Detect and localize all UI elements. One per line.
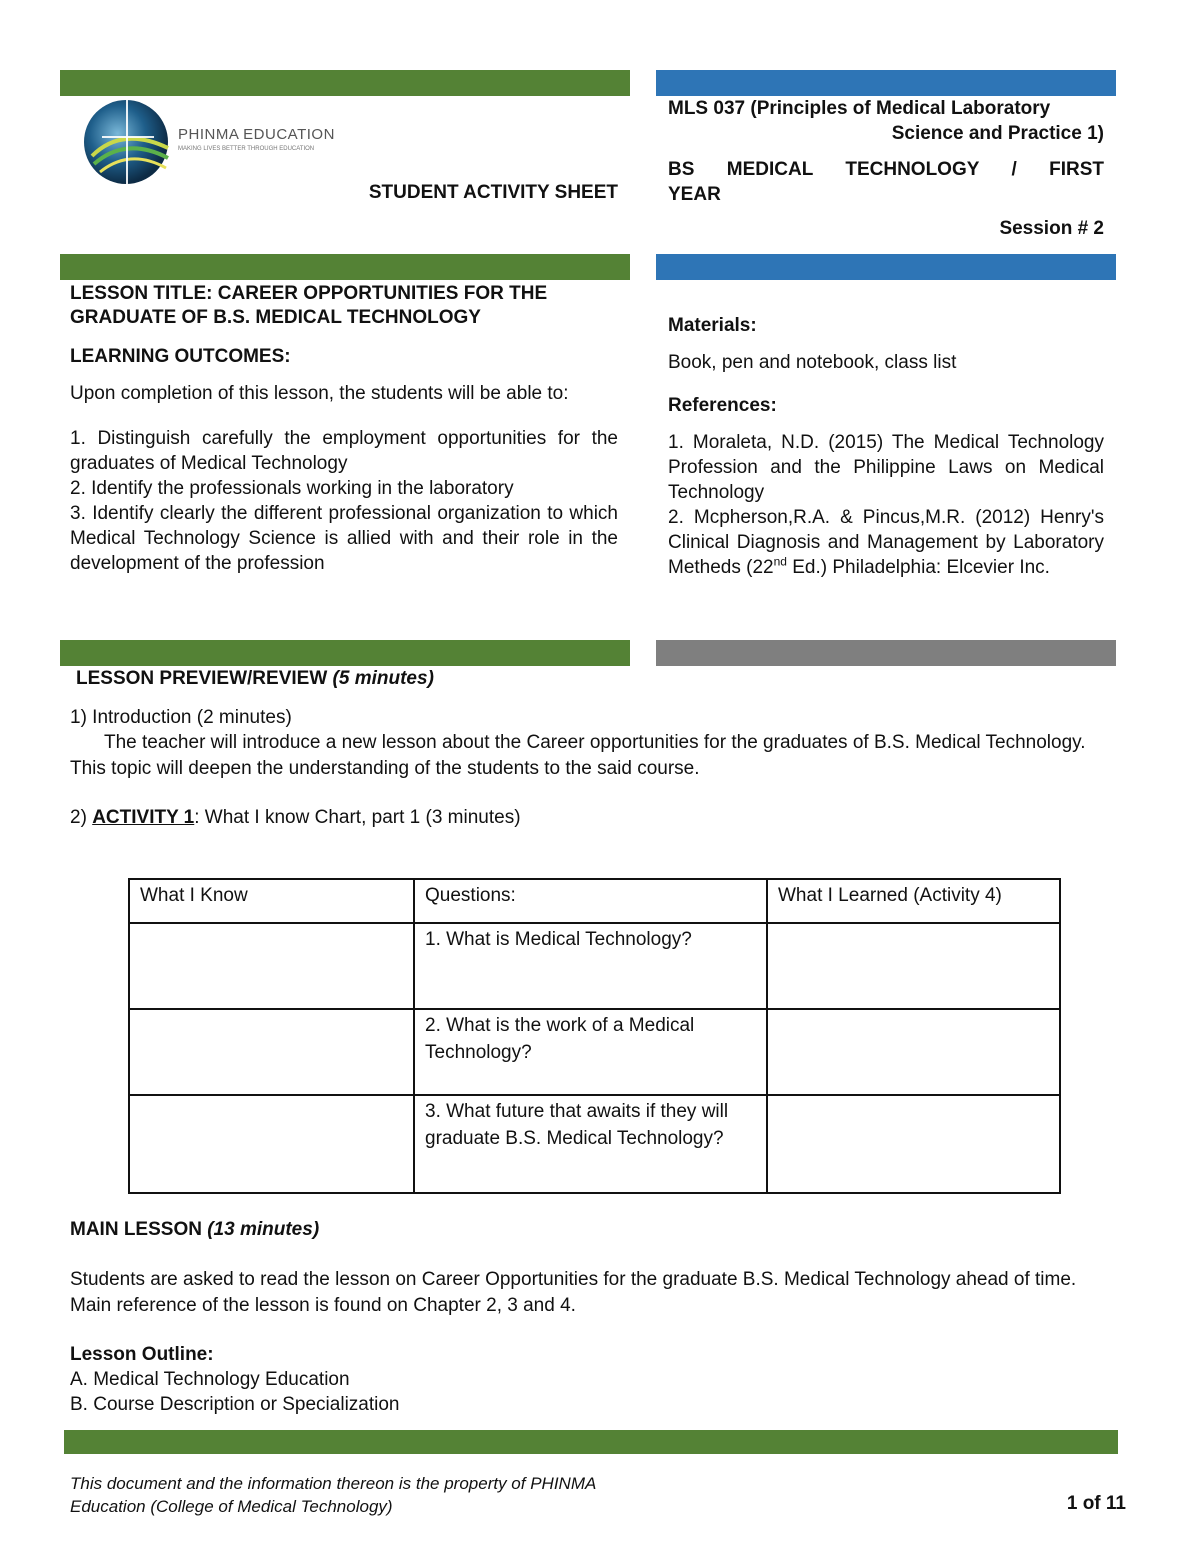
answer-cell-learned[interactable] [767,923,1060,1009]
phinma-logo [82,96,335,188]
table-header-row [129,879,1060,923]
main-lesson-heading [70,1217,319,1242]
preview-bar-left [60,640,630,666]
table-row [129,1095,1060,1193]
logo-emblem-icon [82,96,174,188]
header-bar-right [656,70,1116,96]
lesson-title [70,282,618,330]
reference-item [668,505,1104,580]
preview-heading-text: LESSON PREVIEW/REVIEW [76,668,328,689]
activity-text: : What I know Chart, part 1 (3 minutes) [194,807,521,828]
outcomes-heading: LEARNING OUTCOMES: [70,346,291,367]
preview-heading [76,666,434,691]
preview-intro-item: 1) Introduction (2 minutes) [70,707,292,728]
program-title [668,157,1104,207]
question-cell: 1. What is Medical Technology? [414,923,767,1009]
activity-line [70,805,521,830]
outcome-item: 2. Identify the professionals working in the laboratory [70,478,514,499]
lesson-section [70,282,618,576]
answer-cell-learned[interactable] [767,1009,1060,1095]
answer-cell-know[interactable] [129,923,414,1009]
table-row [129,923,1060,1009]
course-line-1: MLS 037 (Principles of Medical Laboratory [668,98,1051,119]
logo-tagline: MAKING LIVES BETTER THROUGH EDUCATION [178,146,315,152]
materials-section [668,313,1104,580]
question-cell: 2. What is the work of a Medical Technology? [414,1009,767,1095]
references-heading: References: [668,395,777,416]
header-bar-left [60,70,630,96]
what-i-know-chart [128,878,1061,1194]
course-title [668,96,1104,146]
lesson-title-line-2: GRADUATE OF B.S. MEDICAL TECHNOLOGY [70,307,481,328]
answer-cell-know[interactable] [129,1095,414,1193]
preview-duration: (5 minutes) [332,668,434,689]
main-lesson-heading-text: MAIN LESSON [70,1219,202,1240]
footer-bar [64,1430,1118,1454]
outline-item: A. Medical Technology Education [70,1369,350,1390]
outline-heading: Lesson Outline: [70,1344,214,1365]
reference-2-text: 2. Mcpherson,R.A. & Pincus,M.R. (2012) Henry's Clinical Diagnosis and Management by Laboratory Metheds (22 [668,507,1104,578]
footer-disclaimer-line-1: This document and the information thereon is the property of PHINMA [70,1474,597,1493]
outcomes-intro: Upon completion of this lesson, the students will be able to: [70,383,569,404]
question-cell: 3. What future that awaits if they will graduate B.S. Medical Technology? [414,1095,767,1193]
column-header: What I Learned (Activity 4) [767,879,1060,923]
column-header: What I Know [129,879,414,923]
outcome-item: 3. Identify clearly the different professional organization to which Medical Technology Science is allied with and their role in the development of the profession [70,503,618,574]
main-lesson-text: Students are asked to read the lesson on Career Opportunities for the graduate B.S. Medical Technology ahead of time. Main reference of the lesson is found on Chapter 2, 3 and 4. [70,1269,1077,1316]
activity-prefix: 2) [70,807,93,828]
preview-intro-text: The teacher will introduce a new lesson about the Career opportunities for the graduates of B.S. Medical Technology. This topic will deepen the understanding of the students to the said course. [70,732,1086,779]
reference-item: 1. Moraleta, N.D. (2015) The Medical Technology Profession and the Philippine Laws on Medical Technology [668,432,1104,503]
outline-item: B. Course Description or Specialization [70,1394,400,1415]
session-number: Session # 2 [999,218,1104,239]
course-line-2: Science and Practice 1) [891,123,1104,144]
section-bar-left [60,254,630,280]
preview-bar-right [656,640,1116,666]
table-row [129,1009,1060,1095]
column-header: Questions: [414,879,767,923]
sheet-title: STUDENT ACTIVITY SHEET [368,182,618,203]
logo-brand: PHINMA EDUCATION [178,126,335,143]
footer-disclaimer [70,1472,596,1518]
section-bar-right [656,254,1116,280]
reference-2-superscript: nd [773,554,787,569]
program-line-1: BS MEDICAL TECHNOLOGY / FIRST [668,159,1104,180]
program-line-2: YEAR [668,184,721,205]
activity-label: ACTIVITY 1 [92,807,195,828]
reference-2-text-end: Ed.) Philadelphia: Elcevier Inc. [786,557,1050,578]
answer-cell-know[interactable] [129,1009,414,1095]
outcome-item: 1. Distinguish carefully the employment opportunities for the graduates of Medical Technology [70,428,618,474]
page-number: 1 of 11 [1066,1493,1126,1514]
lesson-title-line-1: LESSON TITLE: CAREER OPPORTUNITIES FOR THE [70,283,548,304]
answer-cell-learned[interactable] [767,1095,1060,1193]
materials-text: Book, pen and notebook, class list [668,352,957,373]
footer-disclaimer-line-2: Education (College of Medical Technology) [70,1497,393,1516]
main-lesson-duration: (13 minutes) [207,1219,320,1240]
materials-heading: Materials: [668,315,757,336]
